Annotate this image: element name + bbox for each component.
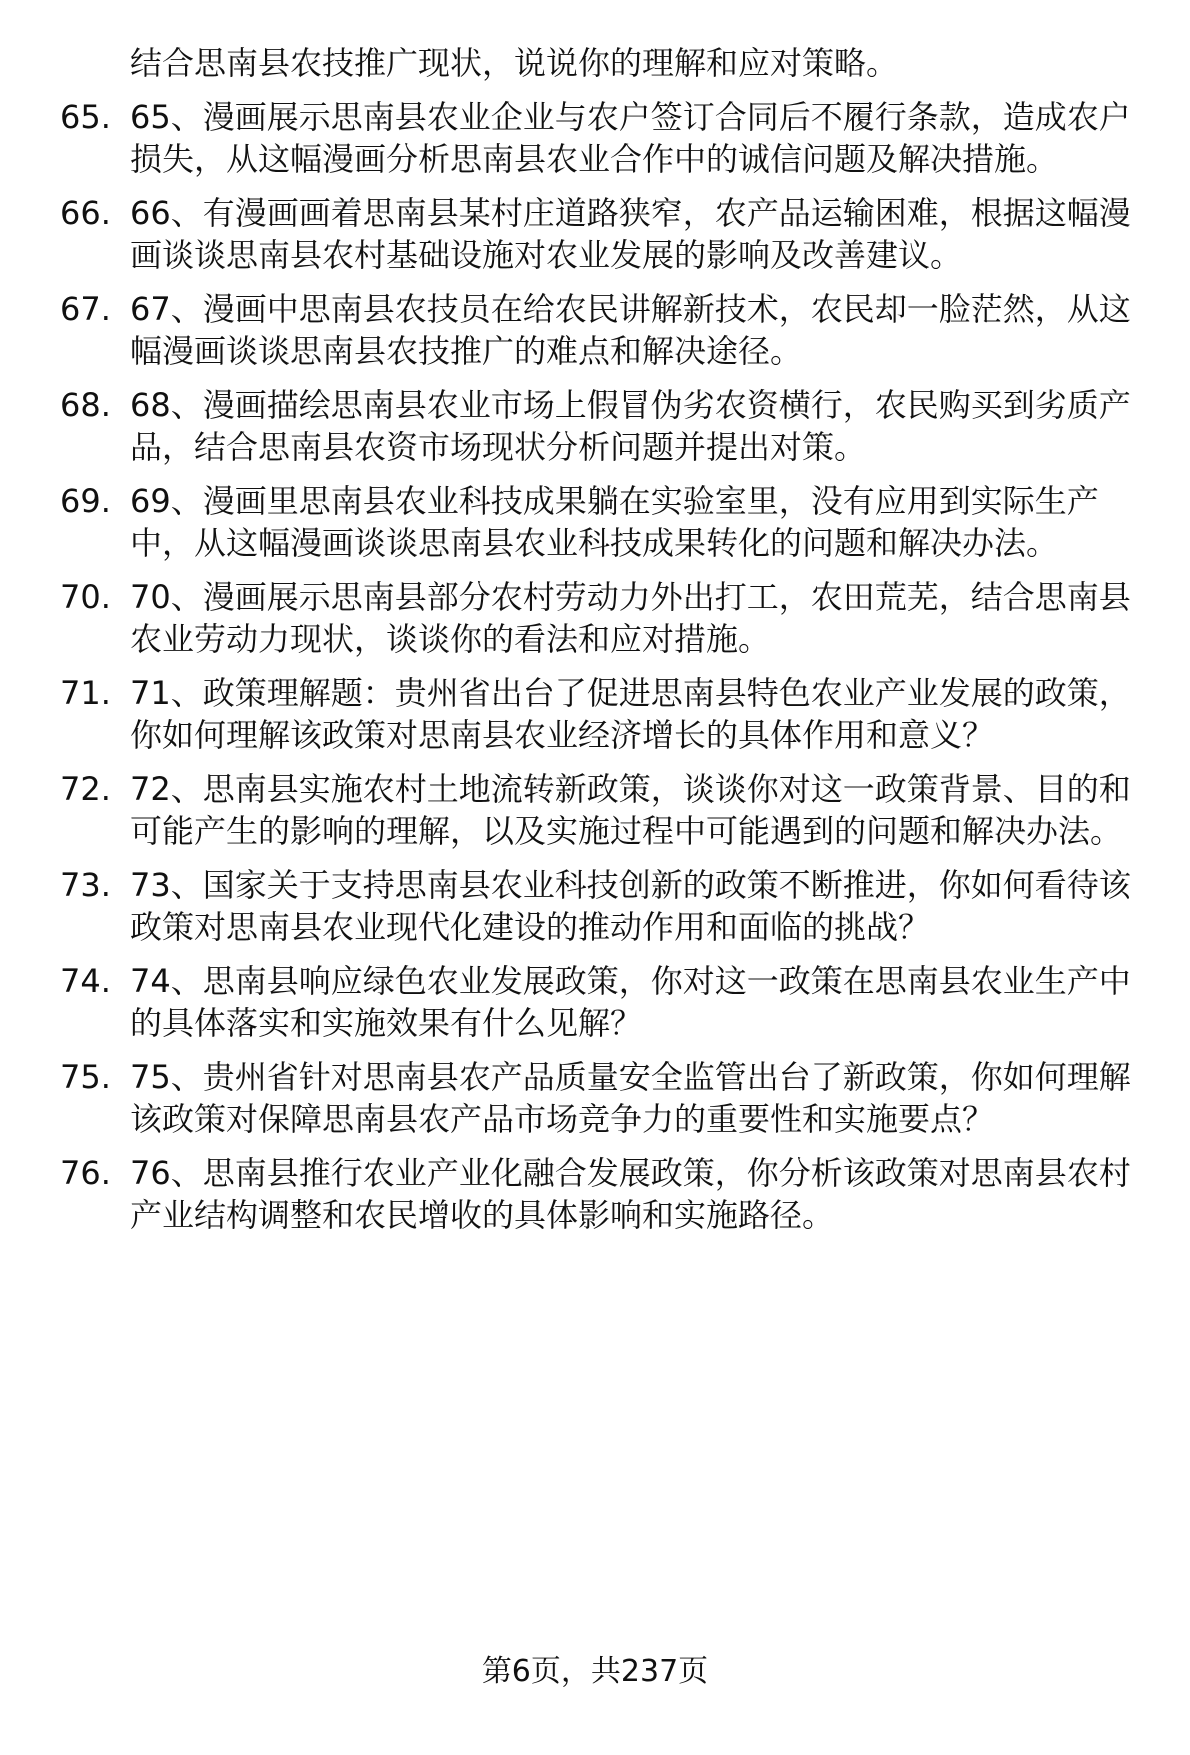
question-text: 68、漫画描绘思南县农业市场上假冒伪劣农资横行，农民购买到劣质产品，结合思南县农资市场现状分析问题并提出对策。	[130, 386, 1131, 466]
question-item	[60, 864, 1160, 948]
question-number: 71.	[60, 674, 111, 712]
question-number: 68.	[60, 386, 111, 424]
question-item	[60, 384, 1160, 468]
question-item	[60, 672, 1160, 756]
question-item	[60, 480, 1160, 564]
question-text: 66、有漫画画着思南县某村庄道路狭窄，农产品运输困难，根据这幅漫画谈谈思南县农村基础设施对农业发展的影响及改善建议。	[130, 194, 1131, 274]
question-text: 74、思南县响应绿色农业发展政策，你对这一政策在思南县农业生产中的具体落实和实施效果有什么见解？	[130, 962, 1131, 1042]
question-text: 70、漫画展示思南县部分农村劳动力外出打工，农田荒芜，结合思南县农业劳动力现状，谈谈你的看法和应对措施。	[130, 578, 1131, 658]
question-text: 71、政策理解题：贵州省出台了促进思南县特色农业产业发展的政策，你如何理解该政策对思南县农业经济增长的具体作用和意义？	[130, 674, 1131, 754]
question-number: 75.	[60, 1058, 111, 1096]
question-number: 69.	[60, 482, 111, 520]
question-text: 75、贵州省针对思南县农产品质量安全监管出台了新政策，你如何理解该政策对保障思南县农产品市场竞争力的重要性和实施要点？	[130, 1058, 1131, 1138]
question-number: 74.	[60, 962, 111, 1000]
question-text: 72、思南县实施农村土地流转新政策，谈谈你对这一政策背景、目的和可能产生的影响的理解，以及实施过程中可能遇到的问题和解决办法。	[130, 770, 1131, 850]
question-number: 72.	[60, 770, 111, 808]
question-number: 70.	[60, 578, 111, 616]
question-item	[60, 768, 1160, 852]
question-item	[60, 96, 1160, 180]
question-number: 76.	[60, 1154, 111, 1192]
question-item	[60, 960, 1160, 1044]
question-number: 65.	[60, 98, 111, 136]
continued-question-text: 结合思南县农技推广现状，说说你的理解和应对策略。	[130, 44, 899, 82]
page-number-label: 第6页，共237页	[481, 1654, 709, 1689]
question-number: 67.	[60, 290, 111, 328]
question-number: 73.	[60, 866, 111, 904]
question-item	[60, 1152, 1160, 1236]
page-content	[60, 42, 1160, 1248]
question-text: 65、漫画展示思南县农业企业与农户签订合同后不履行条款，造成农户损失，从这幅漫画分析思南县农业合作中的诚信问题及解决措施。	[130, 98, 1131, 178]
question-item	[60, 576, 1160, 660]
question-item	[60, 192, 1160, 276]
question-text: 73、国家关于支持思南县农业科技创新的政策不断推进，你如何看待该政策对思南县农业现代化建设的推动作用和面临的挑战？	[130, 866, 1131, 946]
question-text: 69、漫画里思南县农业科技成果躺在实验室里，没有应用到实际生产中，从这幅漫画谈谈思南县农业科技成果转化的问题和解决办法。	[130, 482, 1099, 562]
question-text: 67、漫画中思南县农技员在给农民讲解新技术，农民却一脸茫然，从这幅漫画谈谈思南县农技推广的难点和解决途径。	[130, 290, 1131, 370]
question-item	[60, 288, 1160, 372]
question-item	[60, 1056, 1160, 1140]
question-number: 66.	[60, 194, 111, 232]
page-footer	[0, 1652, 1190, 1692]
question-text: 76、思南县推行农业产业化融合发展政策，你分析该政策对思南县农村产业结构调整和农民增收的具体影响和实施路径。	[130, 1154, 1131, 1234]
question-list	[60, 96, 1160, 1236]
